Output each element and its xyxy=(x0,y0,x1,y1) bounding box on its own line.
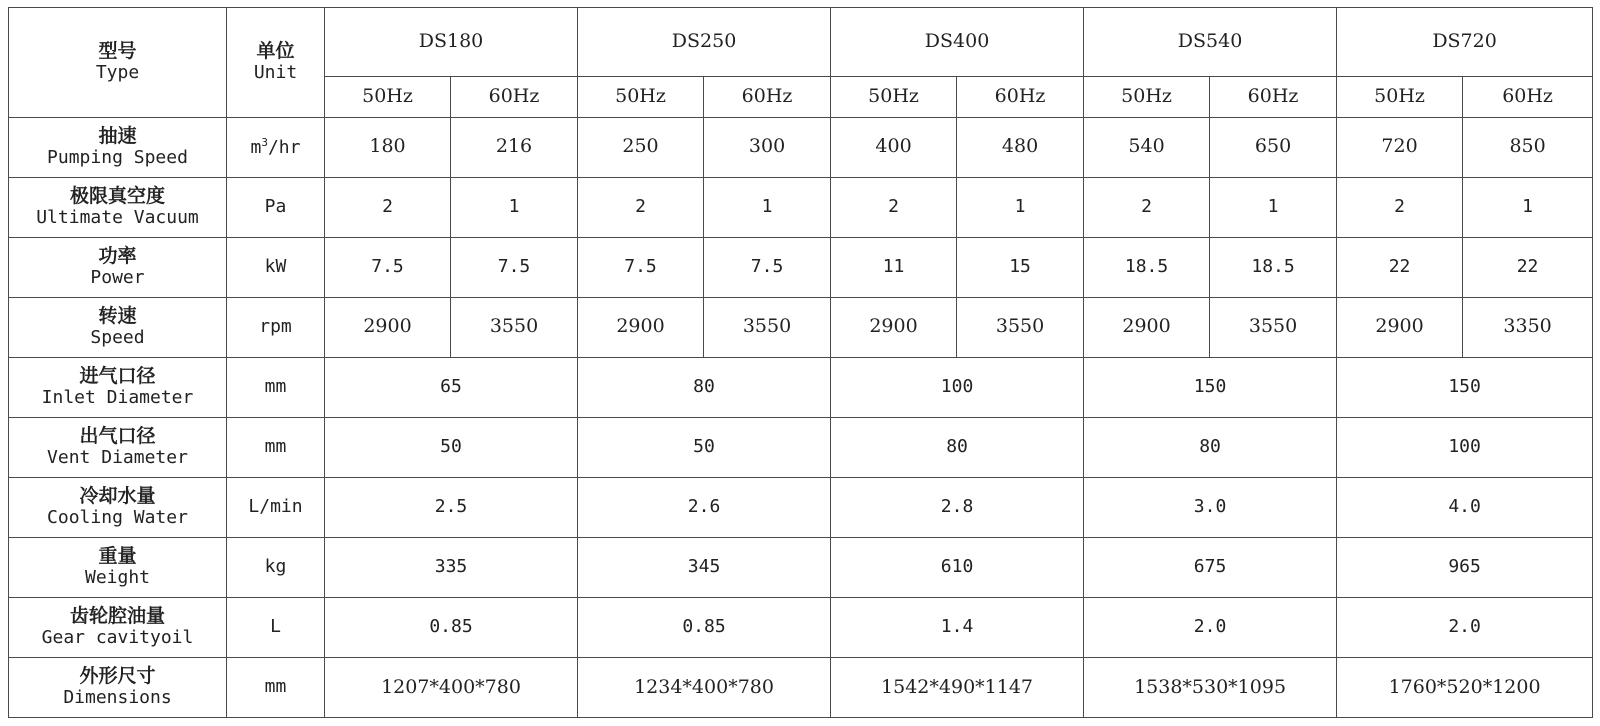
row-pumping-speed xyxy=(9,117,1593,177)
value-cell: 1760*520*1200 xyxy=(1337,657,1593,717)
value-cell: 2.5 xyxy=(325,477,578,537)
row-label-en: Vent Diameter xyxy=(47,446,188,468)
value-cell: 2 xyxy=(1337,177,1463,237)
value-cell: 0.85 xyxy=(578,597,831,657)
value-cell: 480 xyxy=(957,117,1084,177)
value-cell: 7.5 xyxy=(704,237,831,297)
row-label xyxy=(9,177,227,237)
row-gear-oil xyxy=(9,597,1593,657)
unit-cell: L xyxy=(227,597,325,657)
value-cell: 610 xyxy=(831,537,1084,597)
row-label xyxy=(9,537,227,597)
value-cell: 2900 xyxy=(325,297,451,357)
unit-cell: kW xyxy=(227,237,325,297)
hz-header-50: 50Hz xyxy=(578,77,704,118)
value-cell: 2 xyxy=(578,177,704,237)
value-cell: 3550 xyxy=(704,297,831,357)
value-cell: 720 xyxy=(1337,117,1463,177)
model-header-ds720: DS720 xyxy=(1337,8,1593,77)
value-cell: 1542*490*1147 xyxy=(831,657,1084,717)
row-label xyxy=(9,597,227,657)
value-cell: 180 xyxy=(325,117,451,177)
value-cell: 1 xyxy=(1210,177,1337,237)
type-header xyxy=(9,8,227,118)
unit-tail: /hr xyxy=(267,136,301,158)
value-cell: 2 xyxy=(1084,177,1210,237)
row-label-zh: 齿轮腔油量 xyxy=(69,605,165,628)
value-cell: 22 xyxy=(1337,237,1463,297)
value-cell: 1538*530*1095 xyxy=(1084,657,1337,717)
hz-header-60: 60Hz xyxy=(1463,77,1593,118)
row-label-en: Dimensions xyxy=(63,687,172,708)
value-cell: 15 xyxy=(957,237,1084,297)
value-cell: 335 xyxy=(325,537,578,597)
unit-cell xyxy=(227,117,325,177)
value-cell: 400 xyxy=(831,117,957,177)
value-cell: 216 xyxy=(451,117,578,177)
value-cell: 50 xyxy=(578,417,831,477)
value-cell: 80 xyxy=(831,417,1084,477)
value-cell: 3.0 xyxy=(1084,477,1337,537)
row-label-zh: 外形尺寸 xyxy=(79,665,156,688)
row-label-zh: 进气口径 xyxy=(79,365,156,388)
unit-header-zh: 单位 xyxy=(256,40,295,63)
model-header-ds250: DS250 xyxy=(578,8,831,77)
value-cell: 65 xyxy=(325,357,578,417)
unit-header-en: Unit xyxy=(253,62,298,83)
value-cell: 1 xyxy=(451,177,578,237)
hz-header-50: 50Hz xyxy=(325,77,451,118)
value-cell: 2900 xyxy=(578,297,704,357)
value-cell: 3550 xyxy=(957,297,1084,357)
unit-cell: rpm xyxy=(227,297,325,357)
unit-base: m xyxy=(250,136,262,158)
unit-cell: mm xyxy=(227,417,325,477)
row-label-zh: 重量 xyxy=(98,545,137,568)
model-header-ds180: DS180 xyxy=(325,8,578,77)
value-cell: 2.0 xyxy=(1084,597,1337,657)
unit-header xyxy=(227,8,325,118)
value-cell: 3350 xyxy=(1463,297,1593,357)
value-cell: 1 xyxy=(1463,177,1593,237)
row-vent-diameter xyxy=(9,417,1593,477)
value-cell: 7.5 xyxy=(325,237,451,297)
row-label-en: Pumping Speed xyxy=(47,146,188,168)
row-label-en: Speed xyxy=(90,326,145,348)
row-label-en: Weight xyxy=(84,566,151,588)
value-cell: 345 xyxy=(578,537,831,597)
value-cell: 650 xyxy=(1210,117,1337,177)
unit-cell: Pa xyxy=(227,177,325,237)
row-label-en: Cooling Water xyxy=(47,506,188,528)
value-cell: 1 xyxy=(957,177,1084,237)
row-dimensions xyxy=(9,657,1593,717)
model-header-ds400: DS400 xyxy=(831,8,1084,77)
model-header-ds540: DS540 xyxy=(1084,8,1337,77)
value-cell: 7.5 xyxy=(451,237,578,297)
type-header-en: Type xyxy=(95,62,140,83)
row-label xyxy=(9,237,227,297)
value-cell: 850 xyxy=(1463,117,1593,177)
hz-header-50: 50Hz xyxy=(831,77,957,118)
row-label-zh: 出气口径 xyxy=(79,425,156,448)
hz-header-60: 60Hz xyxy=(1210,77,1337,118)
value-cell: 50 xyxy=(325,417,578,477)
row-label-zh: 功率 xyxy=(98,245,137,268)
row-label-en: Gear cavityoil xyxy=(41,626,194,648)
value-cell: 250 xyxy=(578,117,704,177)
spec-table xyxy=(8,7,1593,718)
row-label-zh: 冷却水量 xyxy=(79,485,156,508)
value-cell: 11 xyxy=(831,237,957,297)
hz-header-50: 50Hz xyxy=(1337,77,1463,118)
value-cell: 80 xyxy=(578,357,831,417)
value-cell: 7.5 xyxy=(578,237,704,297)
value-cell: 18.5 xyxy=(1210,237,1337,297)
row-ultimate-vacuum xyxy=(9,177,1593,237)
value-cell: 1.4 xyxy=(831,597,1084,657)
value-cell: 2.8 xyxy=(831,477,1084,537)
value-cell: 2 xyxy=(325,177,451,237)
value-cell: 150 xyxy=(1337,357,1593,417)
value-cell: 2.0 xyxy=(1337,597,1593,657)
hz-header-60: 60Hz xyxy=(957,77,1084,118)
unit-cell: mm xyxy=(227,357,325,417)
value-cell: 18.5 xyxy=(1084,237,1210,297)
value-cell: 965 xyxy=(1337,537,1593,597)
row-label xyxy=(9,117,227,177)
row-weight xyxy=(9,537,1593,597)
row-speed xyxy=(9,297,1593,357)
value-cell: 2.6 xyxy=(578,477,831,537)
unit-cell: mm xyxy=(227,657,325,717)
row-label xyxy=(9,297,227,357)
row-label xyxy=(9,357,227,417)
row-label xyxy=(9,417,227,477)
value-cell: 2900 xyxy=(1084,297,1210,357)
hz-header-60: 60Hz xyxy=(451,77,578,118)
value-cell: 1207*400*780 xyxy=(325,657,578,717)
value-cell: 100 xyxy=(831,357,1084,417)
unit-cell: kg xyxy=(227,537,325,597)
value-cell: 540 xyxy=(1084,117,1210,177)
value-cell: 0.85 xyxy=(325,597,578,657)
row-label xyxy=(9,477,227,537)
row-label-en: Ultimate Vacuum xyxy=(36,206,199,228)
value-cell: 675 xyxy=(1084,537,1337,597)
row-label-zh: 抽速 xyxy=(98,125,137,148)
value-cell: 22 xyxy=(1463,237,1593,297)
value-cell: 80 xyxy=(1084,417,1337,477)
row-label-en: Inlet Diameter xyxy=(41,386,194,408)
unit-cell: L/min xyxy=(227,477,325,537)
value-cell: 1 xyxy=(704,177,831,237)
row-label-zh: 转速 xyxy=(98,305,137,328)
value-cell: 4.0 xyxy=(1337,477,1593,537)
row-cooling-water xyxy=(9,477,1593,537)
row-label xyxy=(9,657,227,717)
value-cell: 3550 xyxy=(1210,297,1337,357)
row-power xyxy=(9,237,1593,297)
row-label-en: Power xyxy=(90,266,145,288)
type-header-zh: 型号 xyxy=(98,40,137,63)
row-label-zh: 极限真空度 xyxy=(69,185,165,208)
header-row-models xyxy=(9,8,1593,77)
value-cell: 3550 xyxy=(451,297,578,357)
value-cell: 2900 xyxy=(1337,297,1463,357)
unit-superscript: 3 xyxy=(261,135,268,149)
value-cell: 2 xyxy=(831,177,957,237)
value-cell: 150 xyxy=(1084,357,1337,417)
value-cell: 100 xyxy=(1337,417,1593,477)
value-cell: 1234*400*780 xyxy=(578,657,831,717)
row-inlet-diameter xyxy=(9,357,1593,417)
hz-header-50: 50Hz xyxy=(1084,77,1210,118)
hz-header-60: 60Hz xyxy=(704,77,831,118)
value-cell: 300 xyxy=(704,117,831,177)
value-cell: 2900 xyxy=(831,297,957,357)
